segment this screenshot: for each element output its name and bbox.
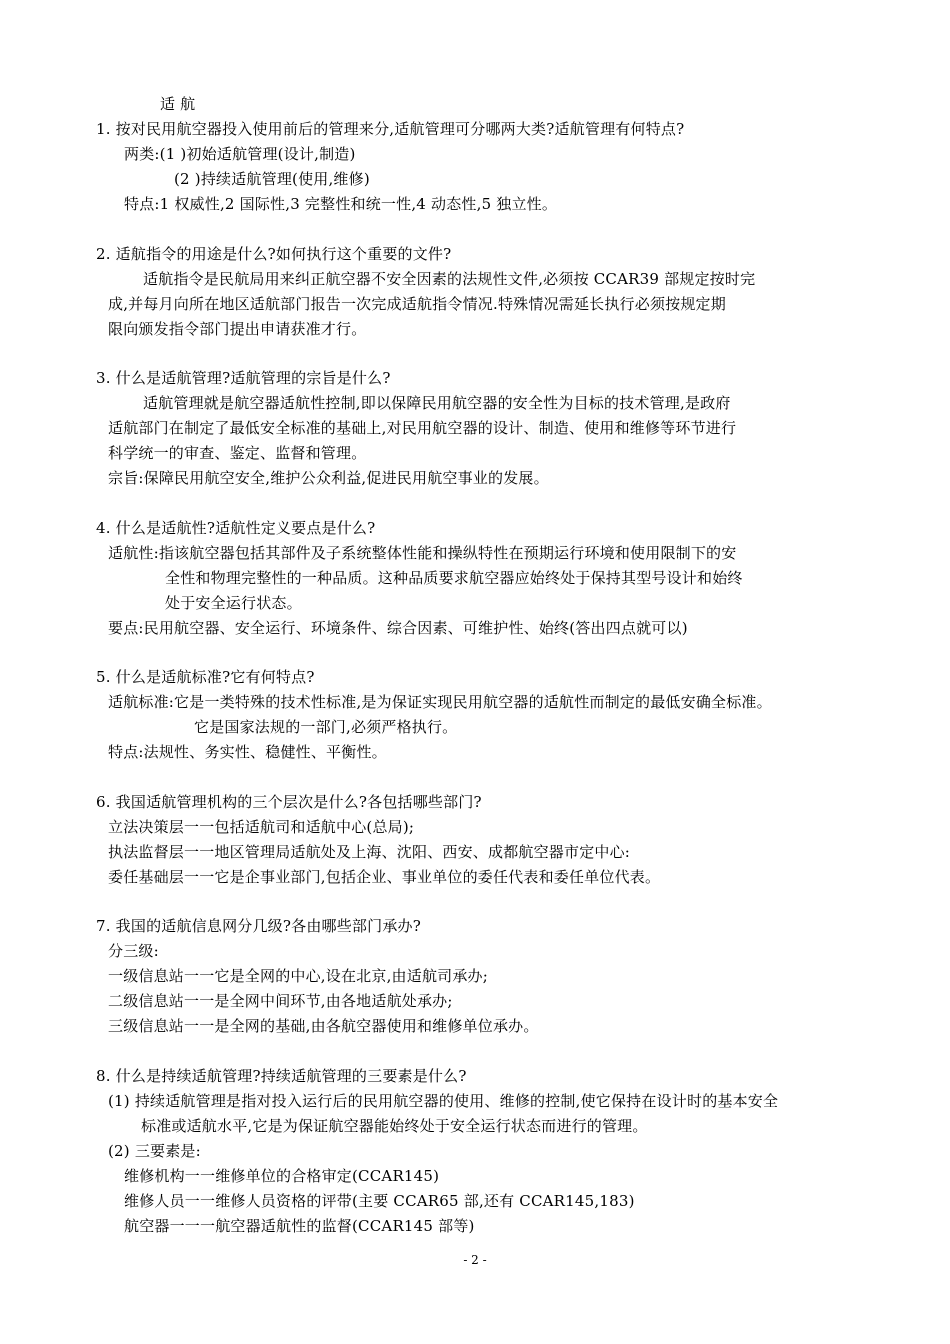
- answer-line: 二级信息站一一是全网中间环节,由各地适航处承办;: [108, 992, 453, 1010]
- question-6: 6. 我国适航管理机构的三个层次是什么?各包括哪些部门?: [96, 793, 482, 811]
- answer-line: 处于安全运行状态。: [165, 594, 302, 612]
- answer-line: 一级信息站一一它是全网的中心,设在北京,由适航司承办;: [108, 967, 488, 985]
- answer-line: 适航性:指该航空器包括其部件及子系统整体性能和操纵特性在预期运行环境和使用限制下的安: [108, 544, 737, 562]
- answer-line: (2 )持续适航管理(使用,维修): [174, 170, 370, 188]
- question-1: 1. 按对民用航空器投入使用前后的管理来分,适航管理可分哪两大类?适航管理有何特点?: [96, 120, 685, 138]
- page-number: - 2 -: [463, 1253, 487, 1267]
- question-2: 2. 适航指令的用途是什么?如何执行这个重要的文件?: [96, 245, 452, 263]
- answer-line: 要点:民用航空器、安全运行、环境条件、综合因素、可维护性、始终(答出四点就可以): [108, 619, 688, 637]
- answer-line: 委任基础层一一它是企事业部门,包括企业、事业单位的委任代表和委任单位代表。: [108, 868, 661, 886]
- answer-line: 特点:法规性、务实性、稳健性、平衡性。: [108, 743, 387, 761]
- answer-line: 分三级:: [108, 942, 159, 960]
- answer-line: 维修人员一一维修人员资格的评带(主要 CCAR65 部,还有 CCAR145,183): [124, 1192, 635, 1210]
- question-5: 5. 什么是适航标准?它有何特点?: [96, 668, 315, 686]
- answer-line: (1) 持续适航管理是指对投入运行后的民用航空器的使用、维修的控制,使它保持在设计时的基本安全: [108, 1092, 779, 1110]
- answer-line: 适航标准:它是一类特殊的技术性标准,是为保证实现民用航空器的适航性而制定的最低安确全标准。: [108, 693, 772, 711]
- answer-line: 科学统一的审查、鉴定、监督和管理。: [108, 444, 367, 462]
- answer-line: 特点:1 权威性,2 国际性,3 完整性和统一性,4 动态性,5 独立性。: [124, 195, 558, 213]
- question-8: 8. 什么是持续适航管理?持续适航管理的三要素是什么?: [96, 1067, 467, 1085]
- answer-line: 适航管理就是航空器适航性控制,即以保障民用航空器的安全性为目标的技术管理,是政府: [143, 394, 731, 412]
- document-title: 适 航: [160, 95, 196, 113]
- answer-line: 成,并每月向所在地区适航部门报告一次完成适航指令情况.特殊情况需延长执行必须按规定期: [108, 295, 726, 313]
- answer-line: 立法决策层一一包括适航司和适航中心(总局);: [108, 818, 415, 836]
- answer-line: 限向颁发指令部门提出申请获准才行。: [108, 320, 367, 338]
- answer-line: (2) 三要素是:: [108, 1142, 201, 1160]
- answer-line: 三级信息站一一是全网的基础,由各航空器使用和维修单位承办。: [108, 1017, 539, 1035]
- answer-line: 全性和物理完整性的一种品质。这种品质要求航空器应始终处于保持其型号设计和始终: [165, 569, 743, 587]
- answer-line: 执法监督层一一地区管理局适航处及上海、沈阳、西安、成都航空器市定中心:: [108, 843, 631, 861]
- answer-line: 它是国家法规的一部门,必须严格执行。: [194, 718, 458, 736]
- question-3: 3. 什么是适航管理?适航管理的宗旨是什么?: [96, 369, 391, 387]
- answer-line: 维修机构一一维修单位的合格审定(CCAR145): [124, 1167, 440, 1185]
- answer-line: 标准或适航水平,它是为保证航空器能始终处于安全运行状态而进行的管理。: [141, 1117, 648, 1135]
- answer-line: 航空器一一一航空器适航性的监督(CCAR145 部等): [124, 1217, 475, 1235]
- question-7: 7. 我国的适航信息网分几级?各由哪些部门承办?: [96, 917, 421, 935]
- answer-line: 适航指令是民航局用来纠正航空器不安全因素的法规性文件,必须按 CCAR39 部规定按时完: [143, 270, 756, 288]
- answer-line: 宗旨:保障民用航空安全,维护公众利益,促进民用航空事业的发展。: [108, 469, 549, 487]
- answer-line: 适航部门在制定了最低安全标准的基础上,对民用航空器的设计、制造、使用和维修等环节进行: [108, 419, 737, 437]
- answer-line: 两类:(1 )初始适航管理(设计,制造): [124, 145, 356, 163]
- question-4: 4. 什么是适航性?适航性定义要点是什么?: [96, 519, 376, 537]
